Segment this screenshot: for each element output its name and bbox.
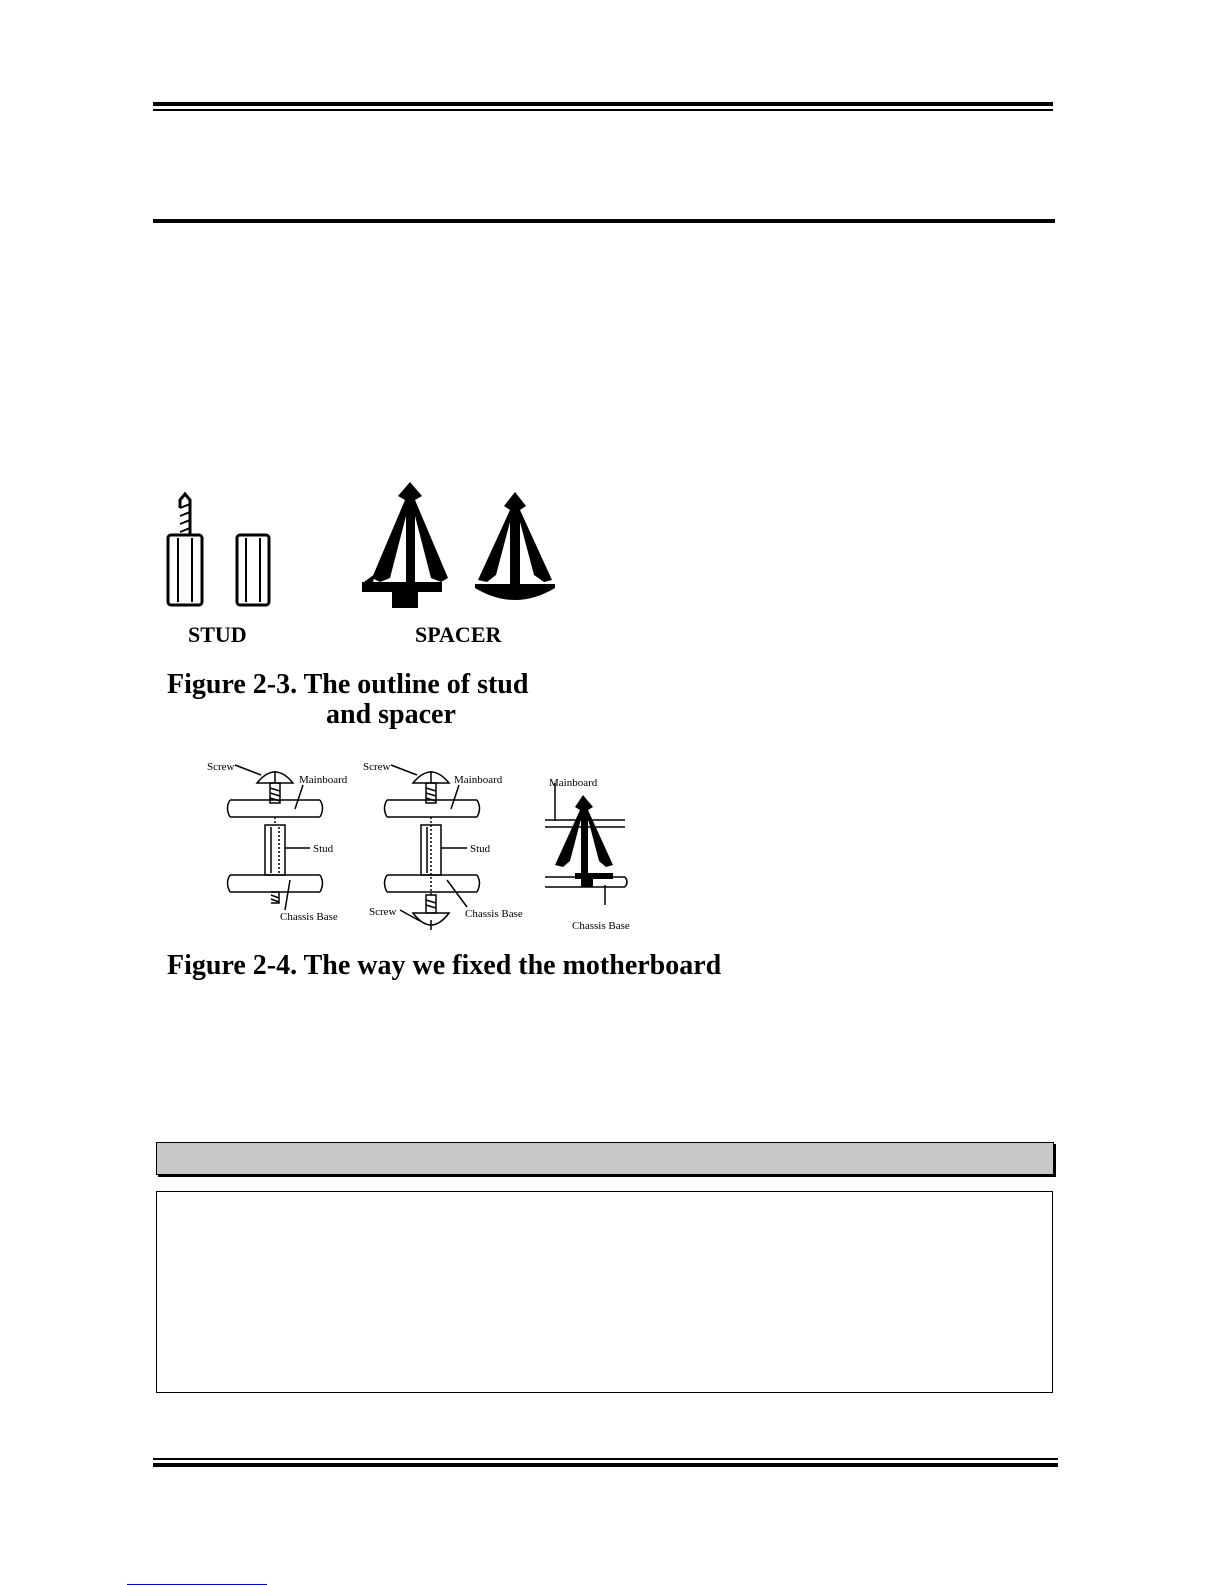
note-body-box <box>156 1191 1053 1393</box>
figure-2-4-caption: Figure 2-4. The way we fixed the motherboard <box>167 950 722 981</box>
label-stud-2: Stud <box>470 843 491 855</box>
section-rule <box>153 219 1055 223</box>
figure-2-3-caption-line1: Figure 2-3. The outline of stud <box>167 669 529 700</box>
label-mainboard-1: Mainboard <box>299 774 348 786</box>
figure-2-4-illustration <box>195 755 645 940</box>
spacer-dome-base-icon <box>475 492 555 600</box>
spacer-flat-base-icon <box>362 482 448 608</box>
header-rule-thin <box>153 109 1053 111</box>
label-chassis-base-1: Chassis Base <box>280 911 338 923</box>
header-rule-thick <box>153 102 1053 106</box>
label-mainboard-2: Mainboard <box>454 774 503 786</box>
stud-label: STUD <box>188 622 247 647</box>
spacer-mounted-icon <box>555 795 613 887</box>
footer-rule-thick <box>153 1463 1058 1467</box>
stud-plain-icon <box>237 535 269 605</box>
figure-2-3-caption-line2: and spacer <box>326 699 456 730</box>
label-screw-2: Screw <box>363 761 391 773</box>
label-mainboard-3: Mainboard <box>549 777 598 789</box>
stud-threaded-icon <box>168 494 202 605</box>
footer-rule-thin <box>153 1458 1058 1460</box>
label-screw-3: Screw <box>369 906 397 918</box>
label-stud-1: Stud <box>313 843 334 855</box>
mount-panel-stud-screw <box>228 765 323 910</box>
label-chassis-base-2: Chassis Base <box>465 908 523 920</box>
label-screw-1: Screw <box>207 761 235 773</box>
mount-panel-double-screw <box>385 765 480 930</box>
spacer-label: SPACER <box>415 622 502 647</box>
note-header-bar <box>156 1142 1054 1175</box>
label-chassis-base-3: Chassis Base <box>572 920 630 932</box>
figure-2-3-illustration <box>150 470 600 655</box>
